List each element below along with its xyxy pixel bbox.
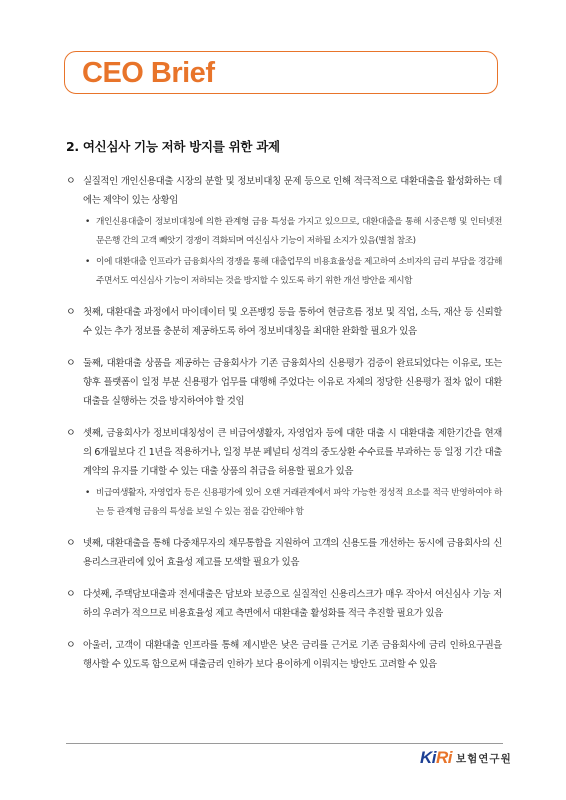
bullet-marker: ㅇ	[66, 640, 76, 651]
bullet-paragraph	[66, 303, 502, 341]
paragraph-text: 실질적인 개인신용대출 시장의 분할 및 정보비대칭 문제 등으로 인해 적극적으로 대환대출을 활성화하는 데에는 제약이 있는 상황임	[83, 176, 502, 206]
bullet-paragraph	[66, 585, 502, 623]
bullet-marker: ㅇ	[66, 307, 76, 318]
bullet-paragraph	[66, 424, 502, 481]
sub-bullet-marker: •	[85, 488, 90, 498]
content-body	[66, 172, 502, 687]
bullet-marker: ㅇ	[66, 176, 76, 187]
bullet-paragraph	[66, 354, 502, 411]
sub-bullet-text: 이에 대환대출 인프라가 금융회사의 경쟁을 통해 대출업무의 비용효율성을 제고하여 소비자의 금리 부담을 경감해 주면서도 여신심사 기능이 저하되는 것을 방지할 수 있도록 하기 위한 개선 방안을 제시함	[96, 257, 502, 286]
paragraph-text: 둘째, 대환대출 상품을 제공하는 금융회사가 기존 금융회사의 신용평가 검증이 완료되었다는 이유로, 또는 향후 플랫폼이 일정 부분 신용평가 업무를 대행해 주었다는 이유로 자체의 정당한 신용평가 절차 없이 대환대출을 실행하는 것을 방지하여야 할 것임	[83, 358, 502, 407]
bullet-paragraph	[66, 636, 502, 674]
bullet-marker: ㅇ	[66, 428, 76, 439]
paragraph-text: 넷째, 대환대출을 통해 다중채무자의 채무통합을 지원하여 고객의 신용도를 개선하는 동시에 금융회사의 신용리스크관리에 있어 효율성 제고를 모색할 필요가 있음	[83, 538, 502, 568]
bullet-marker: ㅇ	[66, 358, 76, 369]
logo-mark-ri: Ri	[436, 748, 452, 767]
sub-bullet-text: 개인신용대출이 정보비대칭에 의한 관계형 금융 특성을 가지고 있으므로, 대환대출을 통해 시중은행 및 인터넷전문은행 간의 고객 빼앗기 경쟁이 격화되며 여신심사 기능이 저하될 소지가 있음(별첨 참조)	[96, 217, 502, 246]
sub-bullet-item	[66, 484, 502, 521]
bullet-marker: ㅇ	[66, 538, 76, 549]
bullet-marker: ㅇ	[66, 589, 76, 600]
section-title: 2. 여신심사 기능 저하 방지를 위한 과제	[66, 139, 280, 154]
bullet-paragraph	[66, 172, 502, 210]
header-title: CEO Brief	[82, 57, 215, 89]
paragraph-text: 셋째, 금융회사가 정보비대칭성이 큰 비급여생활자, 자영업자 등에 대한 대출 시 대환대출 제한기간을 현재의 6개월보다 긴 1년을 적용하거나, 일정 부분 페널티 성격의 중도상환 수수료를 부과하는 등 일정 기간 대출계약의 유지를 기대할 수 있는 대출 상품의 취급을 허용할 필요가 있음	[83, 428, 502, 477]
logo-text: 보험연구원	[456, 752, 512, 765]
kiri-logo	[420, 748, 512, 768]
sub-bullet-marker: •	[85, 257, 90, 267]
sub-bullet-item	[66, 213, 502, 250]
ceo-brief-header-box	[64, 51, 498, 94]
kiri-logo-mark	[420, 748, 452, 768]
paragraph-text: 다섯째, 주택담보대출과 전세대출은 담보와 보증으로 실질적인 신용리스크가 매우 작아서 여신심사 기능 저하의 우려가 적으므로 비용효율성 제고 측면에서 대환대출 활성화를 적극 추진할 필요가 있음	[83, 589, 502, 619]
footer-divider	[66, 743, 503, 744]
sub-bullet-item	[66, 253, 502, 290]
logo-mark-ki: Ki	[420, 748, 436, 767]
sub-bullet-marker: •	[85, 217, 90, 227]
paragraph-text: 첫째, 대환대출 과정에서 마이데이터 및 오픈뱅킹 등을 통하여 현금흐름 정보 및 직업, 소득, 재산 등 신뢰할 수 있는 추가 정보를 충분히 제공하도록 하여 정보비대칭을 최대한 완화할 필요가 있음	[83, 307, 502, 337]
paragraph-text: 아울러, 고객이 대환대출 인프라를 통해 제시받은 낮은 금리를 근거로 기존 금융회사에 금리 인하요구권을 행사할 수 있도록 함으로써 대출금리 인하가 보다 용이하게 이뤄지는 방안도 고려할 수 있음	[83, 640, 502, 670]
bullet-paragraph	[66, 534, 502, 572]
sub-bullet-text: 비급여생활자, 자영업자 등은 신용평가에 있어 오랜 거래관계에서 파악 가능한 정성적 요소를 적극 반영하여야 하는 등 관계형 금융의 특성을 보일 수 있는 점을 감안해야 함	[96, 488, 502, 517]
